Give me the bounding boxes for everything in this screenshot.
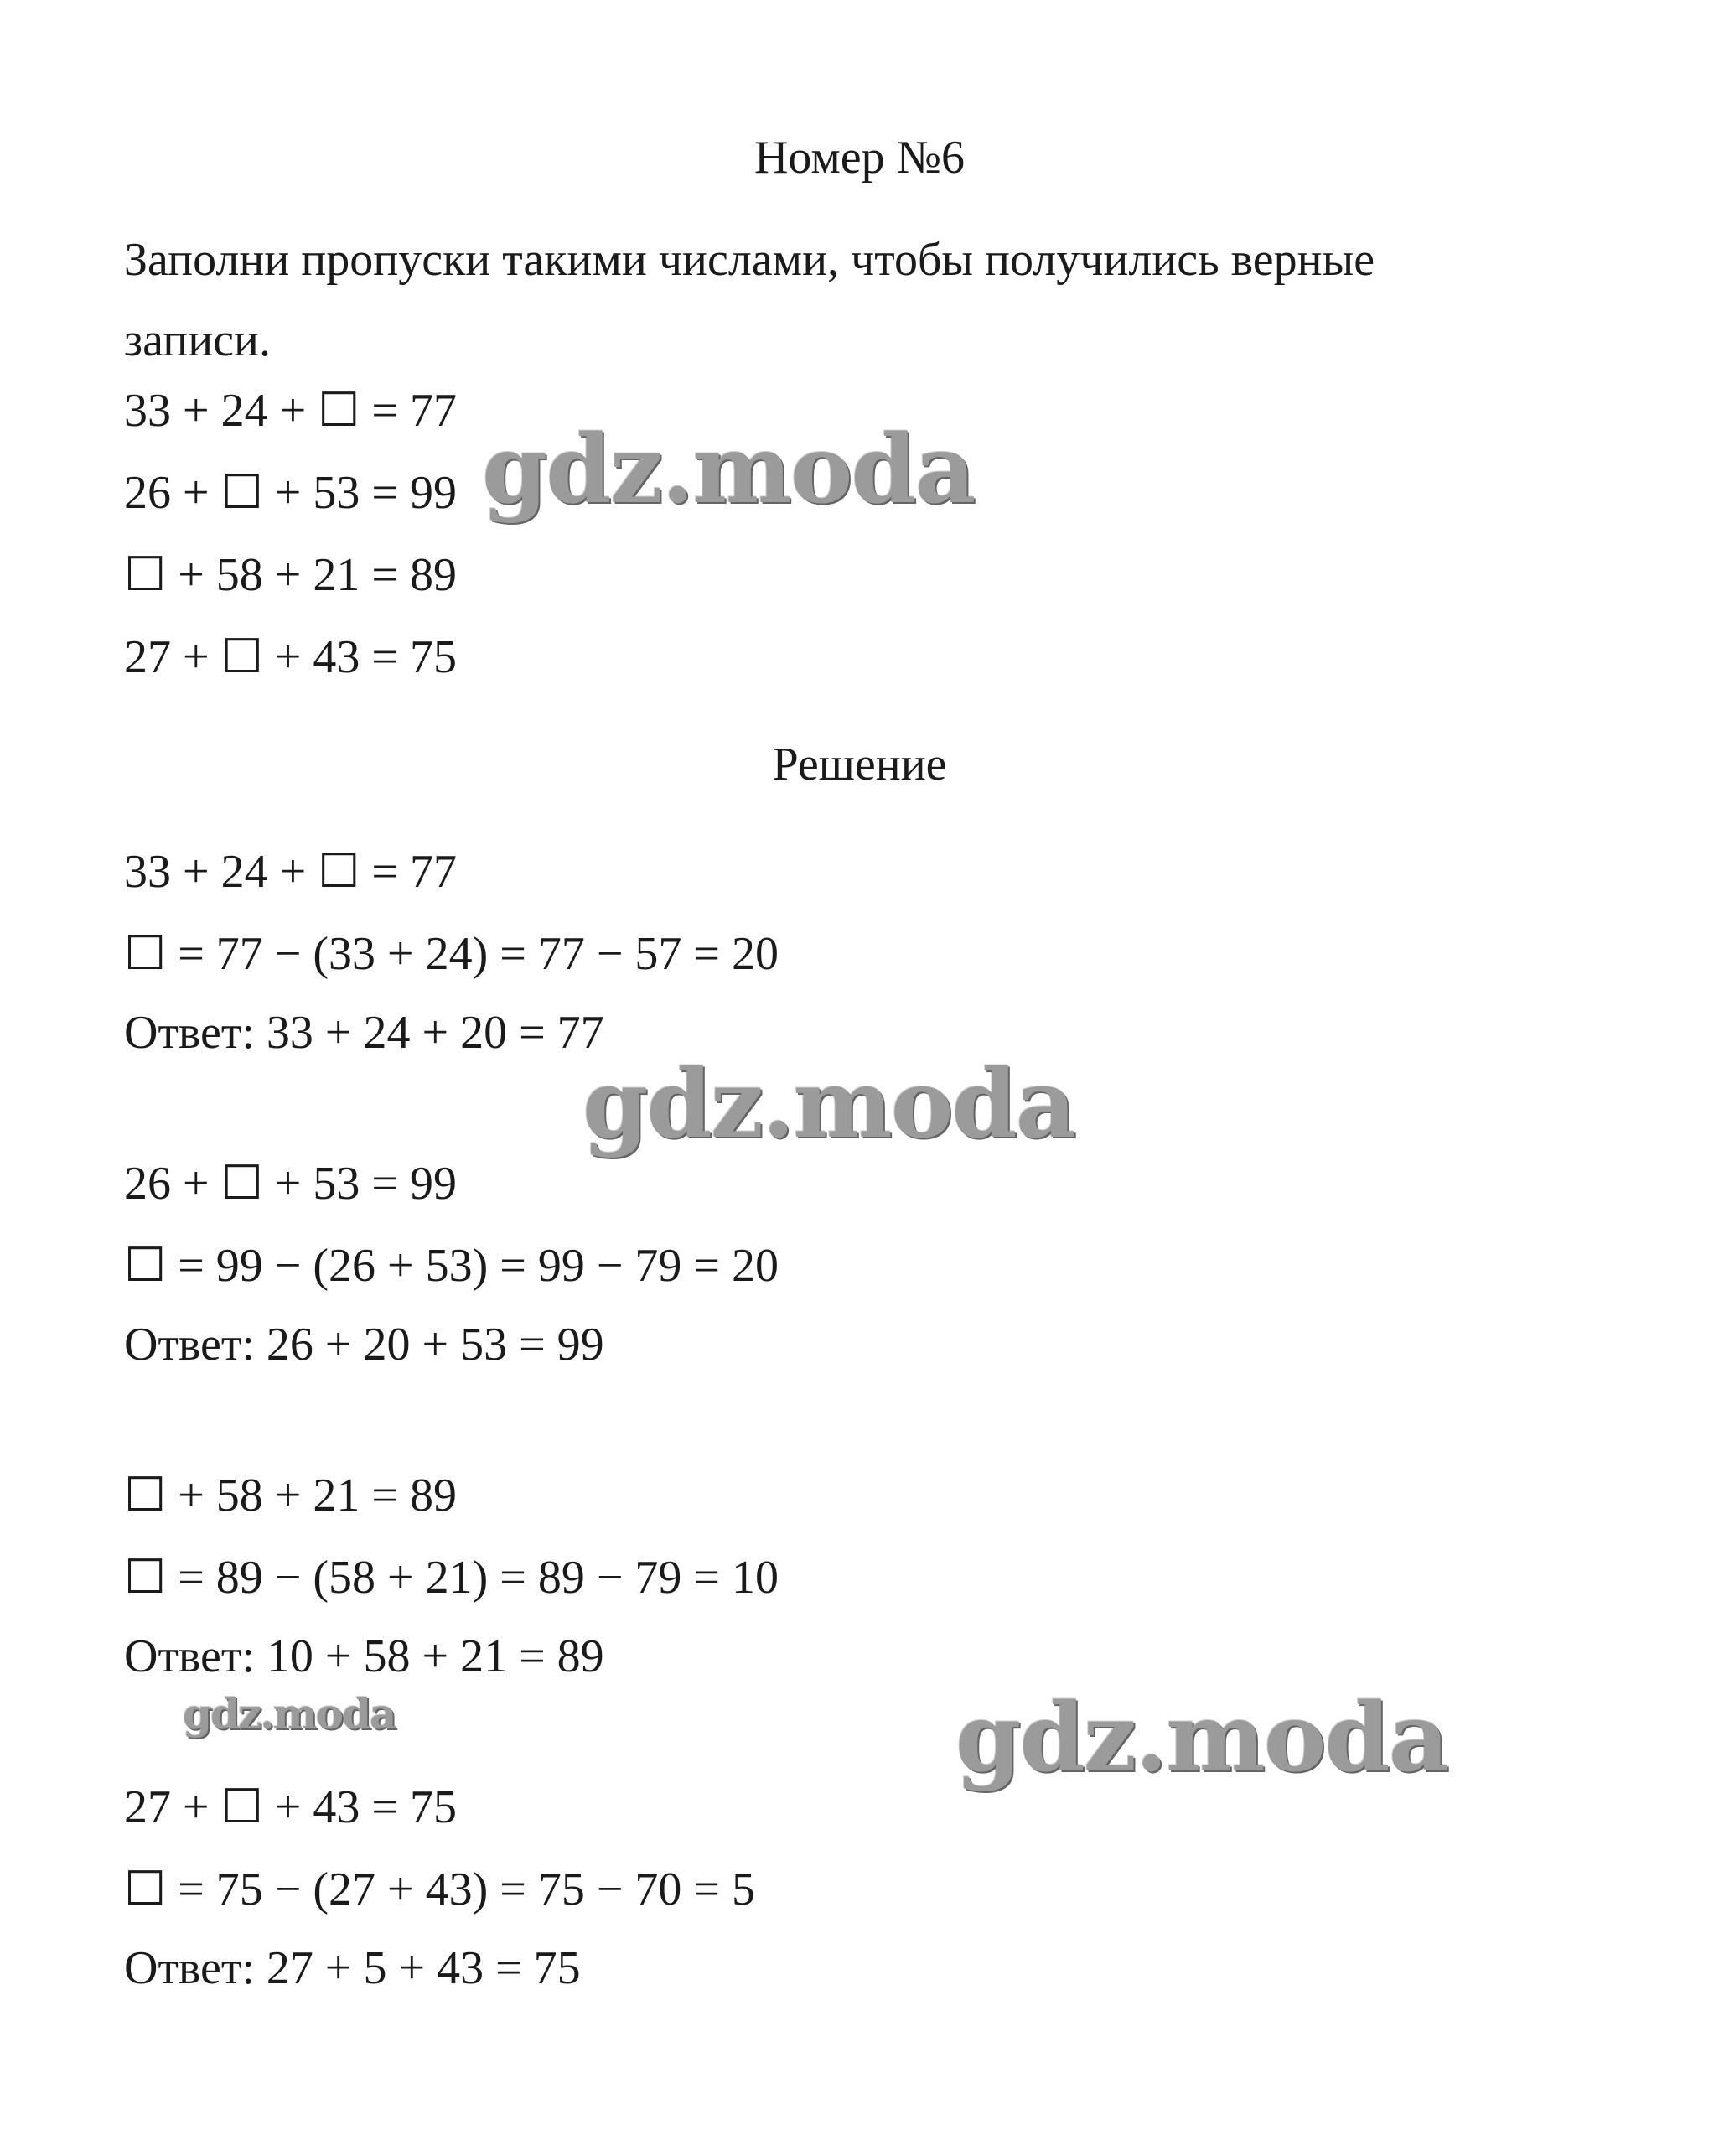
- watermark-2: gdz.moda: [582, 1049, 1075, 1159]
- page-title: Номер №6: [753, 132, 966, 184]
- solution-2-equation: 26 + ☐ + 53 = 99: [124, 1158, 457, 1210]
- watermark-4: gdz.moda: [955, 1683, 1448, 1793]
- solution-1-answer: Ответ: 33 + 24 + 20 = 77: [124, 1007, 604, 1059]
- watermark-1: gdz.moda: [482, 415, 975, 525]
- problem-3: ☐ + 58 + 21 = 89: [124, 549, 457, 601]
- solution-4-answer: Ответ: 27 + 5 + 43 = 75: [124, 1942, 581, 1994]
- watermark-3: gdz.moda: [183, 1689, 396, 1739]
- solution-heading: Решение: [772, 739, 947, 790]
- solution-2-work: ☐ = 99 − (26 + 53) = 99 − 79 = 20: [124, 1240, 779, 1292]
- problem-1: 33 + 24 + ☐ = 77: [124, 385, 457, 437]
- solution-3-answer: Ответ: 10 + 58 + 21 = 89: [124, 1630, 604, 1682]
- solution-2-answer: Ответ: 26 + 20 + 53 = 99: [124, 1319, 604, 1371]
- solution-3-work: ☐ = 89 − (58 + 21) = 89 − 79 = 10: [124, 1552, 779, 1604]
- solution-1-equation: 33 + 24 + ☐ = 77: [124, 846, 457, 898]
- problem-2: 26 + ☐ + 53 = 99: [124, 467, 457, 519]
- task-text-line-1: Заполни пропуски такими числами, чтобы получились верные: [124, 234, 1375, 286]
- solution-1-work: ☐ = 77 − (33 + 24) = 77 − 57 = 20: [124, 928, 779, 980]
- solution-4-work: ☐ = 75 − (27 + 43) = 75 − 70 = 5: [124, 1863, 755, 1915]
- task-text-line-2: записи.: [124, 314, 271, 366]
- solution-4-equation: 27 + ☐ + 43 = 75: [124, 1781, 457, 1833]
- solution-3-equation: ☐ + 58 + 21 = 89: [124, 1469, 457, 1521]
- problem-4: 27 + ☐ + 43 = 75: [124, 631, 457, 683]
